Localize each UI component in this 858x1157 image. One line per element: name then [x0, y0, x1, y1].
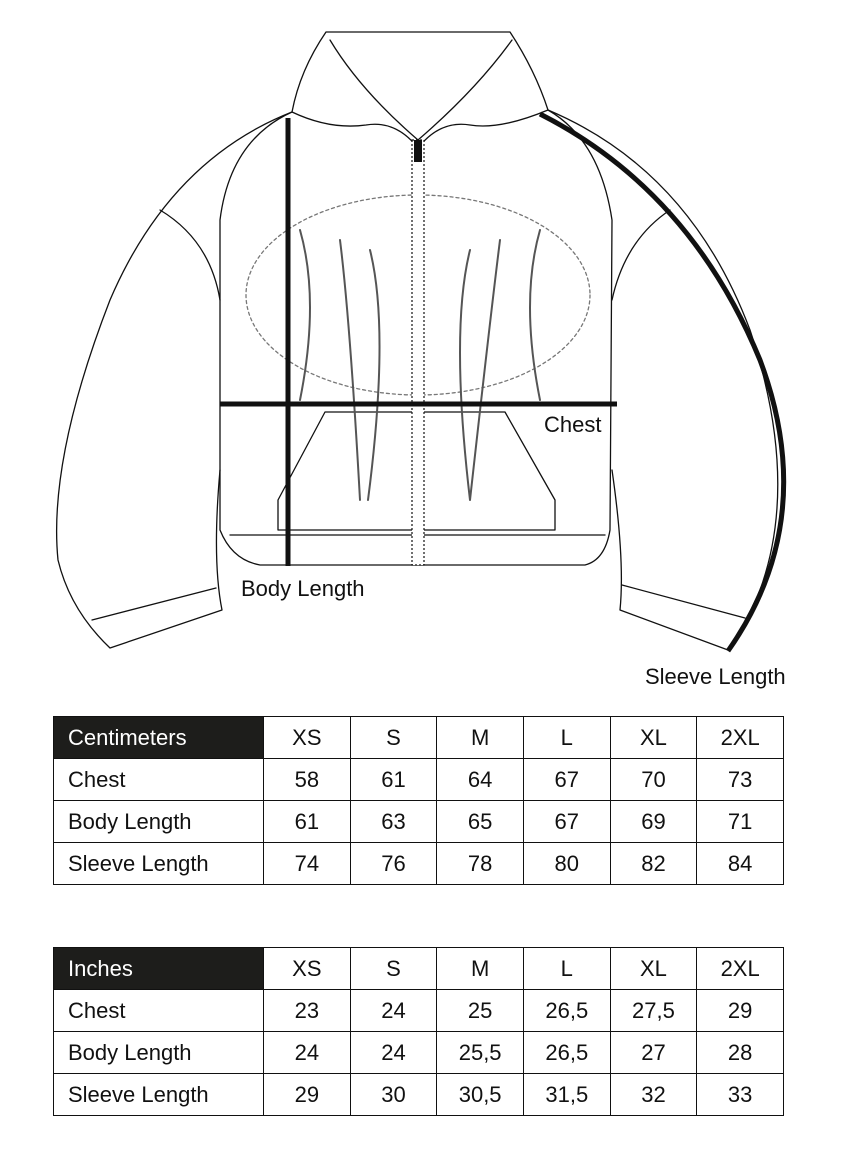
right-cuff: [622, 585, 745, 618]
size-table-centimeters: [53, 716, 784, 885]
table-cell: 29: [264, 1074, 351, 1116]
table-row: [54, 801, 784, 843]
size-header: L: [523, 717, 610, 759]
row-label: Sleeve Length: [54, 843, 264, 885]
table-cell: 27,5: [610, 990, 697, 1032]
table-header-row: [54, 948, 784, 990]
table-cell: 24: [350, 990, 437, 1032]
table-cell: 30: [350, 1074, 437, 1116]
size-header: XS: [264, 717, 351, 759]
chest-label: Chest: [544, 412, 602, 437]
table-cell: 25,5: [437, 1032, 524, 1074]
table-row: [54, 759, 784, 801]
table-cell: 30,5: [437, 1074, 524, 1116]
right-sleeve-seam: [612, 210, 670, 300]
table-cell: 82: [610, 843, 697, 885]
table-cell: 65: [437, 801, 524, 843]
body-length-label: Body Length: [241, 576, 365, 601]
table-cell: 32: [610, 1074, 697, 1116]
table-cell: 28: [697, 1032, 784, 1074]
size-header: S: [350, 717, 437, 759]
row-label: Chest: [54, 990, 264, 1032]
zipper: [412, 140, 424, 565]
row-label: Body Length: [54, 801, 264, 843]
size-table-inches: [53, 947, 784, 1116]
table-cell: 26,5: [523, 990, 610, 1032]
table-cell: 58: [264, 759, 351, 801]
table-row: [54, 990, 784, 1032]
table-cell: 70: [610, 759, 697, 801]
size-header: M: [437, 948, 524, 990]
hood-inner: [330, 40, 512, 140]
table-row: [54, 843, 784, 885]
table-cell: 31,5: [523, 1074, 610, 1116]
table-cell: 69: [610, 801, 697, 843]
table-cell: 74: [264, 843, 351, 885]
left-cuff: [92, 588, 216, 620]
table-cell: 25: [437, 990, 524, 1032]
table-cell: 29: [697, 990, 784, 1032]
table-cell: 78: [437, 843, 524, 885]
unit-header: Inches: [54, 948, 264, 990]
table-cell: 27: [610, 1032, 697, 1074]
size-header: XL: [610, 717, 697, 759]
table-cell: 61: [350, 759, 437, 801]
unit-header: Centimeters: [54, 717, 264, 759]
table-cell: 33: [697, 1074, 784, 1116]
row-label: Body Length: [54, 1032, 264, 1074]
size-header: 2XL: [697, 948, 784, 990]
left-sleeve: [57, 112, 292, 648]
table-cell: 61: [264, 801, 351, 843]
table-cell: 64: [437, 759, 524, 801]
size-header: M: [437, 717, 524, 759]
graphic-figure-left: [300, 230, 380, 500]
table-cell: 67: [523, 759, 610, 801]
table-cell: 73: [697, 759, 784, 801]
sleeve-length-label: Sleeve Length: [645, 664, 786, 689]
table-cell: 26,5: [523, 1032, 610, 1074]
row-label: Sleeve Length: [54, 1074, 264, 1116]
hood-outline: [292, 32, 548, 148]
table-row: [54, 1032, 784, 1074]
table-cell: 80: [523, 843, 610, 885]
right-sleeve: [548, 110, 778, 650]
table-cell: 84: [697, 843, 784, 885]
size-header: L: [523, 948, 610, 990]
table-cell: 24: [350, 1032, 437, 1074]
table-cell: 76: [350, 843, 437, 885]
size-header: 2XL: [697, 717, 784, 759]
size-header: S: [350, 948, 437, 990]
table-cell: 23: [264, 990, 351, 1032]
sleeve-length-line: [540, 114, 784, 651]
table-header-row: [54, 717, 784, 759]
graphic-figure-right: [460, 230, 540, 500]
table-cell: 24: [264, 1032, 351, 1074]
left-sleeve-seam: [160, 210, 220, 300]
table-cell: 63: [350, 801, 437, 843]
table-cell: 71: [697, 801, 784, 843]
table-cell: 67: [523, 801, 610, 843]
table-row: [54, 1074, 784, 1116]
size-header: XL: [610, 948, 697, 990]
size-header: XS: [264, 948, 351, 990]
row-label: Chest: [54, 759, 264, 801]
